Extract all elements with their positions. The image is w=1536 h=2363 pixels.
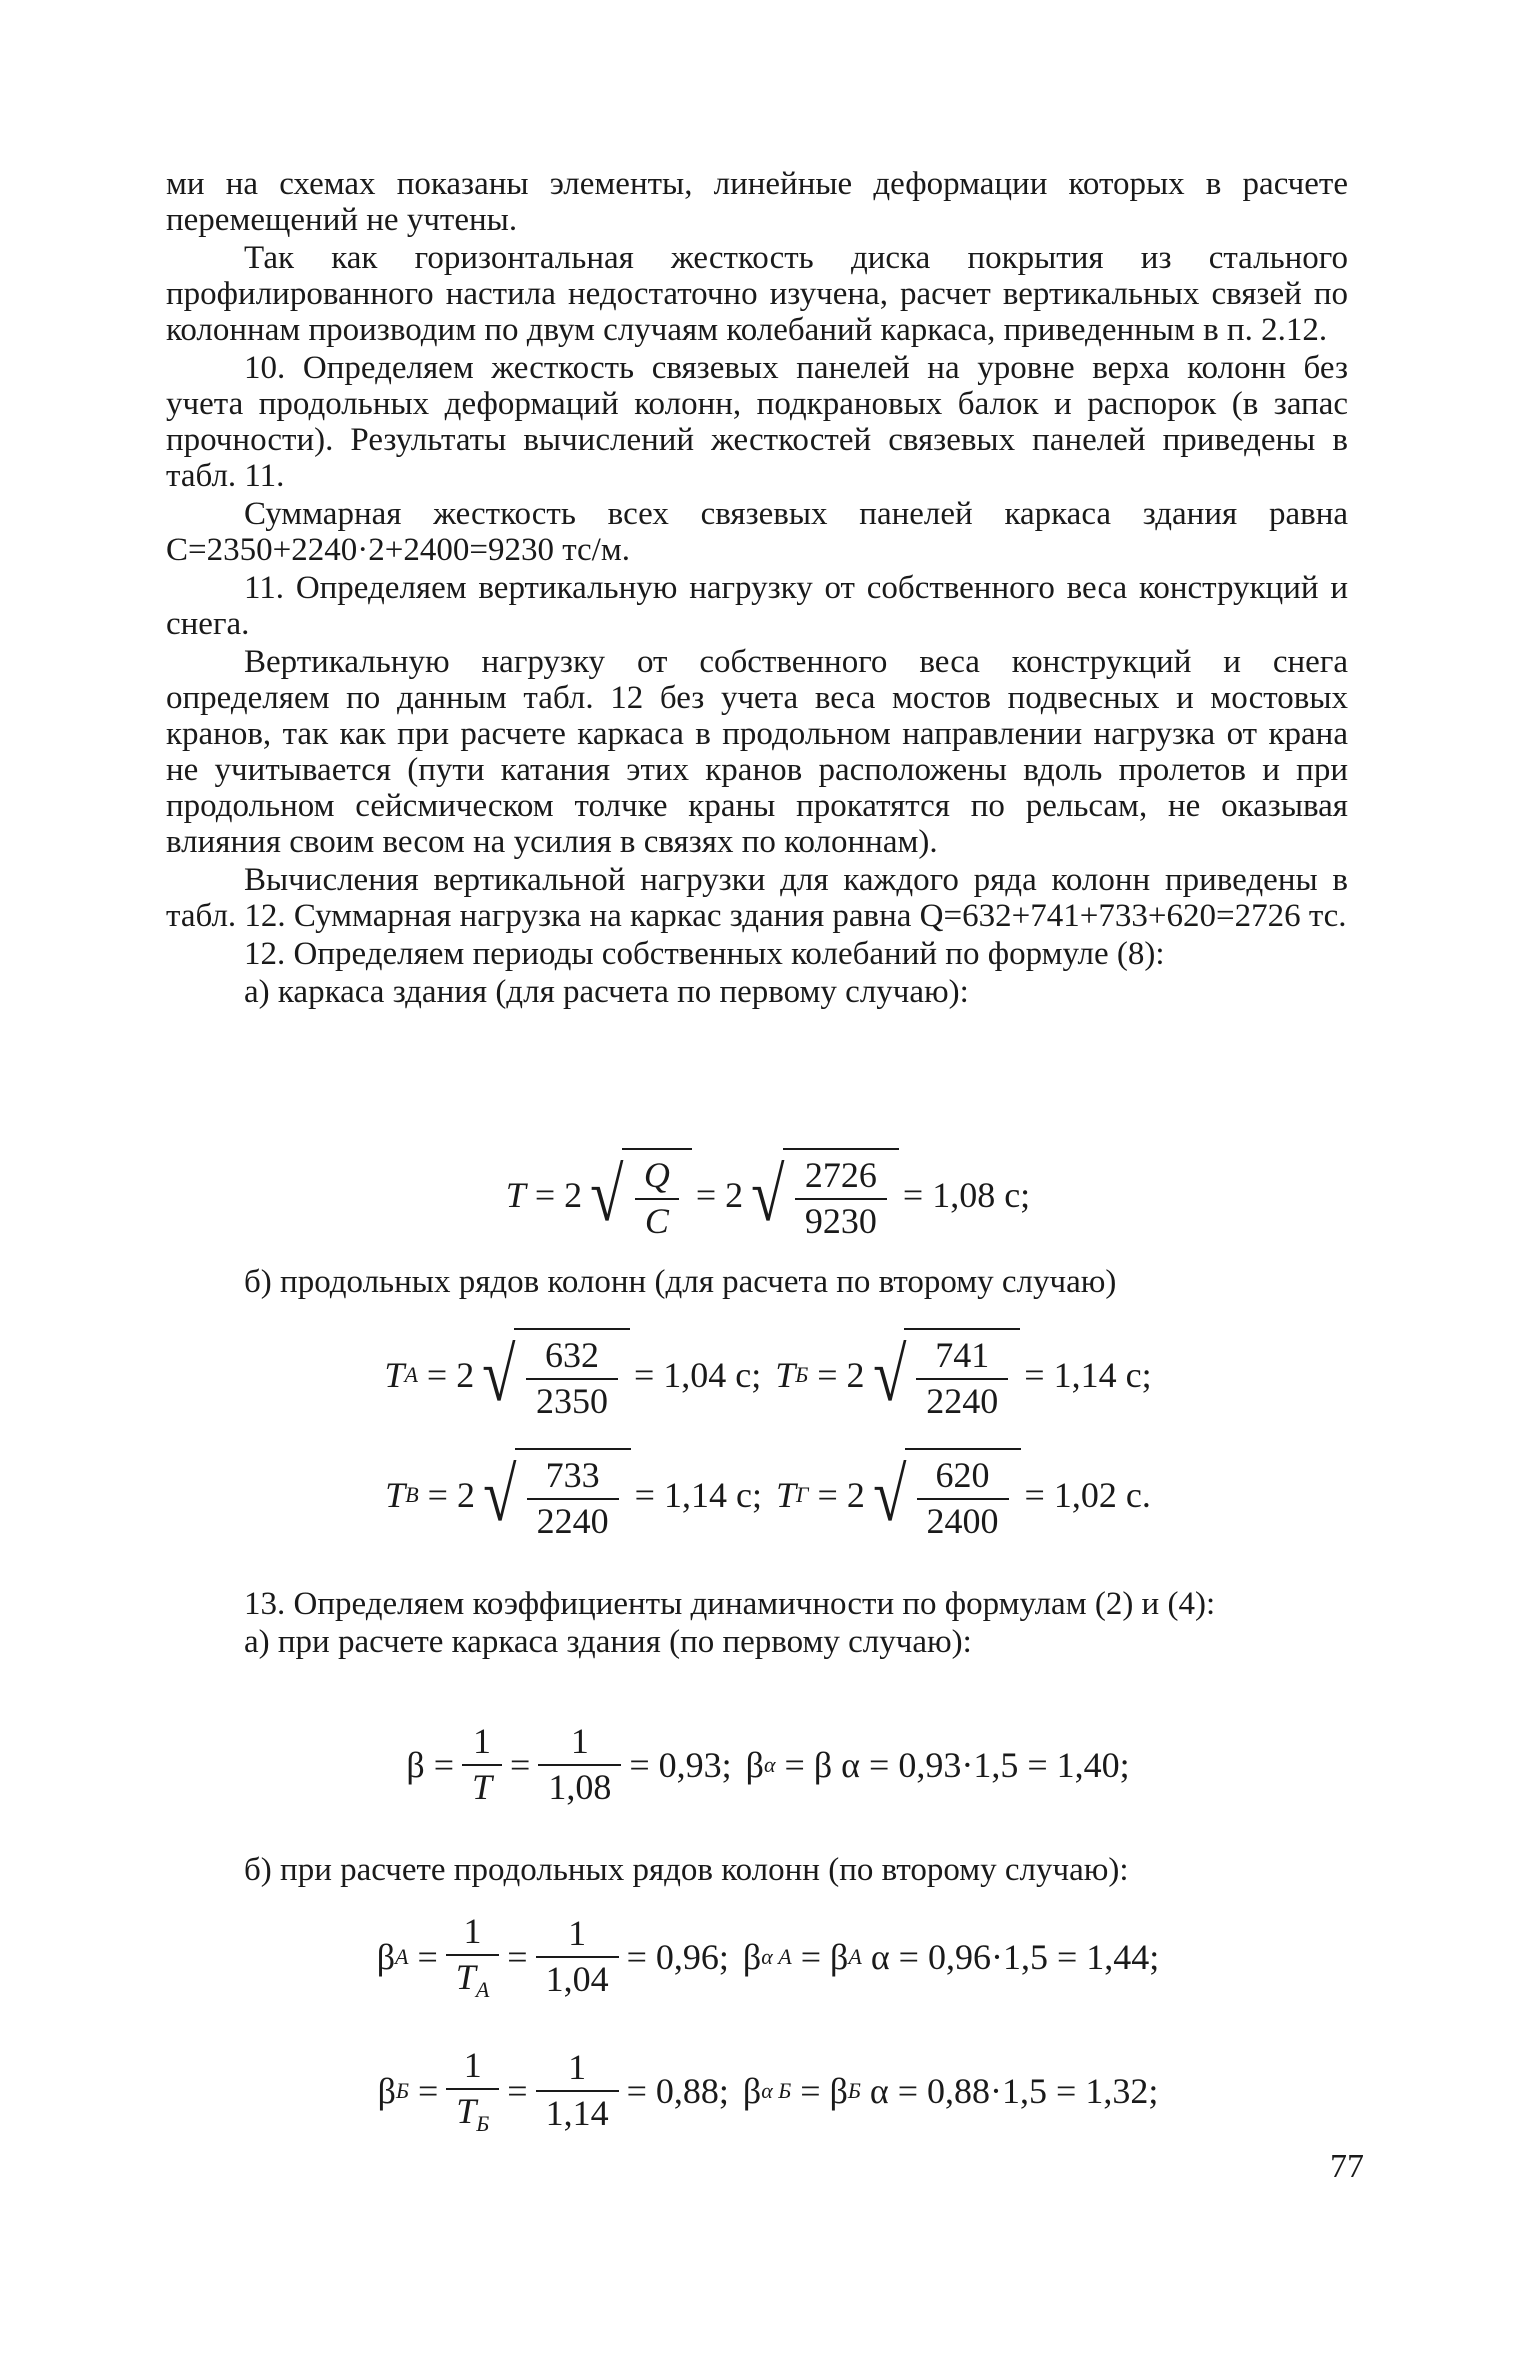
formula-dynamic-frame: β = $\frac{1}{T}$ = $\frac{1}{1,08}$ = 0,93; β α = β α = 0,93·1,5 = 1,40; [406,1721,1130,1807]
formula-period-rows-2: T В = 2 √ $\frac{733}{2240}$ = 1,14 с; T Г = 2 √ $\frac{620}{2400}$ = 1,02 с. [0,1448,1536,1541]
page-number: 77 [1330,2148,1364,2185]
paragraph-8b: б) продольных рядов колонн (для расчета по второму случаю) [244,1264,1117,1300]
formula-period-frame: T = 2 √ $\frac{Q}{C}$ = 2 √ $\frac{2726}{9230}$ = 1,08 с; [0,1148,1536,1241]
paragraph-8a: а) каркаса здания (для расчета по первому случаю): [244,974,969,1010]
sqrt-symbol: √ $\frac{Q}{C}$ [586,1148,692,1241]
text-block-top [166,166,1348,1012]
paragraph-2: Так как горизонтальная жесткость диска покрытия из стального профилированного настила недостаточно изучена, расчет вертикальных связей по колоннам производим по двум случаям колебаний каркаса, приведенным в п. 2.12. [166,240,1348,348]
paragraph-9a: а) при расчете каркаса здания (по первому случаю): [244,1624,972,1660]
paragraph-5: 11. Определяем вертикальную нагрузку от собственного веса конструкций и снега. [166,570,1348,642]
paragraph-8: 12. Определяем периоды собственных колебаний по формуле (8): [244,936,1165,972]
formula-dynamic-row-a: β A = $\frac{1}{T_A}$ = $\frac{1}{1,04}$ = 0,96; β α A = β A α = 0,96·1,5 = 1,44; [376,1911,1160,2002]
formula-dynamic-row-b: β Б = $\frac{1}{T_Б}$ = $\frac{1}{1,14}$ = 0,88; β α Б = β Б α = 0,88·1,5 = 1,32; [377,2045,1159,2136]
text-block-13 [166,1586,1348,1662]
paragraph-7: Вычисления вертикальной нагрузки для каждого ряда колонн приведены в табл. 12. Суммарная нагрузка на каркас здания равна Q=632+741+733+620=2726 тс. [166,862,1348,934]
text-block-9b [166,1852,1348,1890]
paragraph-3: 10. Определяем жесткость связевых панелей на уровне верха колонн без учета продольных деформаций колонн, подкрановых балок и распорок (в запас прочности). Результаты вычислений жесткостей связевых панелей приведены в табл. 11. [166,350,1348,494]
paragraph-6: Вертикальную нагрузку от собственного веса конструкций и снега определяем по данным табл. 12 без учета веса мостов подвесных и мостовых кранов, так как при расчете каркаса в продольном направлении нагрузка от крана не учитывается (пути катания этих кранов расположены вдоль пролетов и при продольном сейсмическом толчке краны прокатятся по рельсам, не оказывая влияния своим весом на усилия в связях по колоннам). [166,644,1348,860]
paragraph-9b: б) при расчете продольных рядов колонн (по второму случаю): [244,1852,1129,1888]
text-block-b [166,1264,1348,1302]
paragraph-1: ми на схемах показаны элементы, линейные деформации которых в расчете перемещений не учтены. [166,166,1348,238]
formula-period-rows-1: T A = 2 √ $\frac{632}{2350}$ = 1,04 с; T Б = 2 √ $\frac{741}{2240}$ = 1,14 с; [0,1328,1536,1421]
paragraph-9: 13. Определяем коэффициенты динамичности по формулам (2) и (4): [244,1586,1216,1622]
paragraph-4: Суммарная жесткость всех связевых панелей каркаса здания равна С=2350+2240·2+2400=9230 тс/м. [166,496,1348,568]
